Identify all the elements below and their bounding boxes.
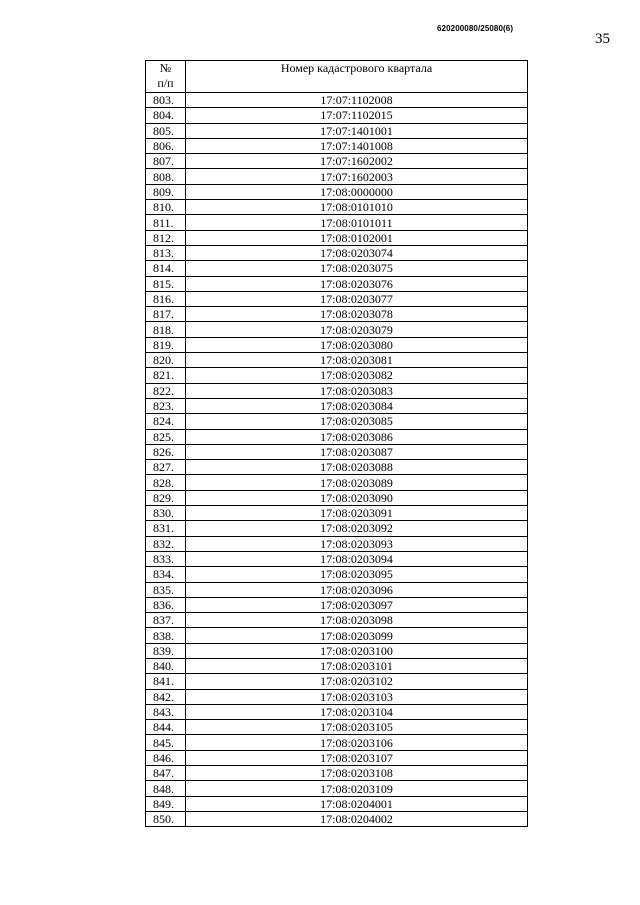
row-number: 845. (146, 735, 186, 750)
table-row (146, 322, 528, 337)
table-body (146, 93, 528, 827)
cadastral-code: 17:08:0203105 (186, 720, 528, 735)
row-number: 834. (146, 567, 186, 582)
cadastral-code: 17:08:0203074 (186, 245, 528, 260)
cadastral-code: 17:08:0204002 (186, 811, 528, 826)
table-row (146, 184, 528, 199)
row-number: 848. (146, 781, 186, 796)
table-row (146, 643, 528, 658)
cadastral-code: 17:08:0203091 (186, 506, 528, 521)
row-number: 847. (146, 766, 186, 781)
cadastral-code: 17:08:0203098 (186, 613, 528, 628)
row-number: 809. (146, 184, 186, 199)
cadastral-code: 17:08:0203085 (186, 414, 528, 429)
table-row (146, 735, 528, 750)
table-row (146, 628, 528, 643)
cadastral-code: 17:08:0203081 (186, 353, 528, 368)
cadastral-code: 17:08:0203088 (186, 460, 528, 475)
row-number: 816. (146, 291, 186, 306)
page-number: 35 (595, 31, 610, 47)
row-number: 810. (146, 200, 186, 215)
row-number: 803. (146, 93, 186, 108)
cadastral-code: 17:08:0203077 (186, 291, 528, 306)
cadastral-code: 17:08:0203092 (186, 521, 528, 536)
table-row (146, 720, 528, 735)
cadastral-code: 17:08:0203100 (186, 643, 528, 658)
cadastral-code: 17:08:0203089 (186, 475, 528, 490)
table-row (146, 704, 528, 719)
cadastral-code: 17:08:0203107 (186, 750, 528, 765)
table-row (146, 93, 528, 108)
table-row (146, 200, 528, 215)
row-number: 838. (146, 628, 186, 643)
row-number: 820. (146, 353, 186, 368)
table-row (146, 337, 528, 352)
table-row (146, 796, 528, 811)
table-row (146, 444, 528, 459)
row-number: 815. (146, 276, 186, 291)
cadastral-code: 17:08:0203106 (186, 735, 528, 750)
row-number: 823. (146, 398, 186, 413)
row-number: 846. (146, 750, 186, 765)
column-header-number-line1: № (159, 61, 172, 75)
row-number: 836. (146, 597, 186, 612)
cadastral-code: 17:08:0203087 (186, 444, 528, 459)
row-number: 825. (146, 429, 186, 444)
cadastral-code: 17:08:0203102 (186, 674, 528, 689)
table-row (146, 597, 528, 612)
row-number: 807. (146, 154, 186, 169)
table-row (146, 506, 528, 521)
row-number: 832. (146, 536, 186, 551)
table-row (146, 460, 528, 475)
cadastral-code: 17:08:0203097 (186, 597, 528, 612)
row-number: 813. (146, 245, 186, 260)
row-number: 804. (146, 108, 186, 123)
table-row (146, 689, 528, 704)
row-number: 805. (146, 123, 186, 138)
cadastral-code: 17:08:0203108 (186, 766, 528, 781)
table-row (146, 291, 528, 306)
table-row (146, 811, 528, 826)
row-number: 831. (146, 521, 186, 536)
row-number: 849. (146, 796, 186, 811)
cadastral-code: 17:08:0204001 (186, 796, 528, 811)
row-number: 811. (146, 215, 186, 230)
table-row (146, 261, 528, 276)
table-row (146, 658, 528, 673)
cadastral-code: 17:07:1401001 (186, 123, 528, 138)
row-number: 819. (146, 337, 186, 352)
table-row (146, 215, 528, 230)
row-number: 833. (146, 551, 186, 566)
row-number: 842. (146, 689, 186, 704)
table-row (146, 108, 528, 123)
column-header-number (146, 61, 186, 93)
cadastral-code: 17:08:0203084 (186, 398, 528, 413)
cadastral-code: 17:08:0101010 (186, 200, 528, 215)
table-row (146, 766, 528, 781)
table-row (146, 551, 528, 566)
row-number: 843. (146, 704, 186, 719)
table-row (146, 353, 528, 368)
cadastral-code: 17:08:0203078 (186, 307, 528, 322)
cadastral-code: 17:08:0000000 (186, 184, 528, 199)
column-header-number-line2: п/п (157, 76, 174, 90)
cadastral-code: 17:08:0203095 (186, 567, 528, 582)
table-row (146, 368, 528, 383)
cadastral-code: 17:08:0203090 (186, 490, 528, 505)
table-row (146, 138, 528, 153)
row-number: 841. (146, 674, 186, 689)
cadastral-code: 17:08:0203076 (186, 276, 528, 291)
table-row (146, 414, 528, 429)
row-number: 812. (146, 230, 186, 245)
cadastral-code: 17:08:0203094 (186, 551, 528, 566)
row-number: 829. (146, 490, 186, 505)
row-number: 850. (146, 811, 186, 826)
table-row (146, 750, 528, 765)
row-number: 837. (146, 613, 186, 628)
row-number: 844. (146, 720, 186, 735)
column-header-cadastral-code: Номер кадастрового квартала (186, 61, 528, 93)
document-code: 620200080/25080(6) (437, 24, 514, 33)
table-row (146, 521, 528, 536)
row-number: 806. (146, 138, 186, 153)
cadastral-code: 17:08:0101011 (186, 215, 528, 230)
table-row (146, 276, 528, 291)
cadastral-table (145, 60, 528, 827)
cadastral-code: 17:08:0203080 (186, 337, 528, 352)
table-header-row (146, 61, 528, 93)
row-number: 839. (146, 643, 186, 658)
cadastral-code: 17:08:0203093 (186, 536, 528, 551)
row-number: 827. (146, 460, 186, 475)
row-number: 828. (146, 475, 186, 490)
row-number: 824. (146, 414, 186, 429)
cadastral-code: 17:08:0203101 (186, 658, 528, 673)
table-row (146, 567, 528, 582)
cadastral-code: 17:08:0203086 (186, 429, 528, 444)
table-row (146, 674, 528, 689)
cadastral-code: 17:08:0203075 (186, 261, 528, 276)
cadastral-code: 17:08:0203109 (186, 781, 528, 796)
row-number: 821. (146, 368, 186, 383)
cadastral-code: 17:07:1401008 (186, 138, 528, 153)
table-row (146, 490, 528, 505)
table-row (146, 398, 528, 413)
table-row (146, 383, 528, 398)
row-number: 814. (146, 261, 186, 276)
cadastral-code: 17:08:0203099 (186, 628, 528, 643)
row-number: 818. (146, 322, 186, 337)
table-row (146, 475, 528, 490)
table-row (146, 230, 528, 245)
table-row (146, 154, 528, 169)
table-row (146, 781, 528, 796)
table-row (146, 123, 528, 138)
row-number: 835. (146, 582, 186, 597)
table-row (146, 245, 528, 260)
cadastral-code: 17:07:1102008 (186, 93, 528, 108)
cadastral-code: 17:07:1602003 (186, 169, 528, 184)
cadastral-code: 17:07:1602002 (186, 154, 528, 169)
row-number: 808. (146, 169, 186, 184)
cadastral-code: 17:08:0203082 (186, 368, 528, 383)
cadastral-code: 17:08:0203096 (186, 582, 528, 597)
row-number: 830. (146, 506, 186, 521)
table-row (146, 307, 528, 322)
cadastral-code: 17:07:1102015 (186, 108, 528, 123)
row-number: 822. (146, 383, 186, 398)
table-row (146, 582, 528, 597)
table-row (146, 536, 528, 551)
row-number: 817. (146, 307, 186, 322)
row-number: 840. (146, 658, 186, 673)
row-number: 826. (146, 444, 186, 459)
cadastral-code: 17:08:0203083 (186, 383, 528, 398)
cadastral-code: 17:08:0203079 (186, 322, 528, 337)
cadastral-code: 17:08:0203103 (186, 689, 528, 704)
cadastral-code: 17:08:0203104 (186, 704, 528, 719)
cadastral-code: 17:08:0102001 (186, 230, 528, 245)
table-row (146, 429, 528, 444)
table-row (146, 169, 528, 184)
table-row (146, 613, 528, 628)
